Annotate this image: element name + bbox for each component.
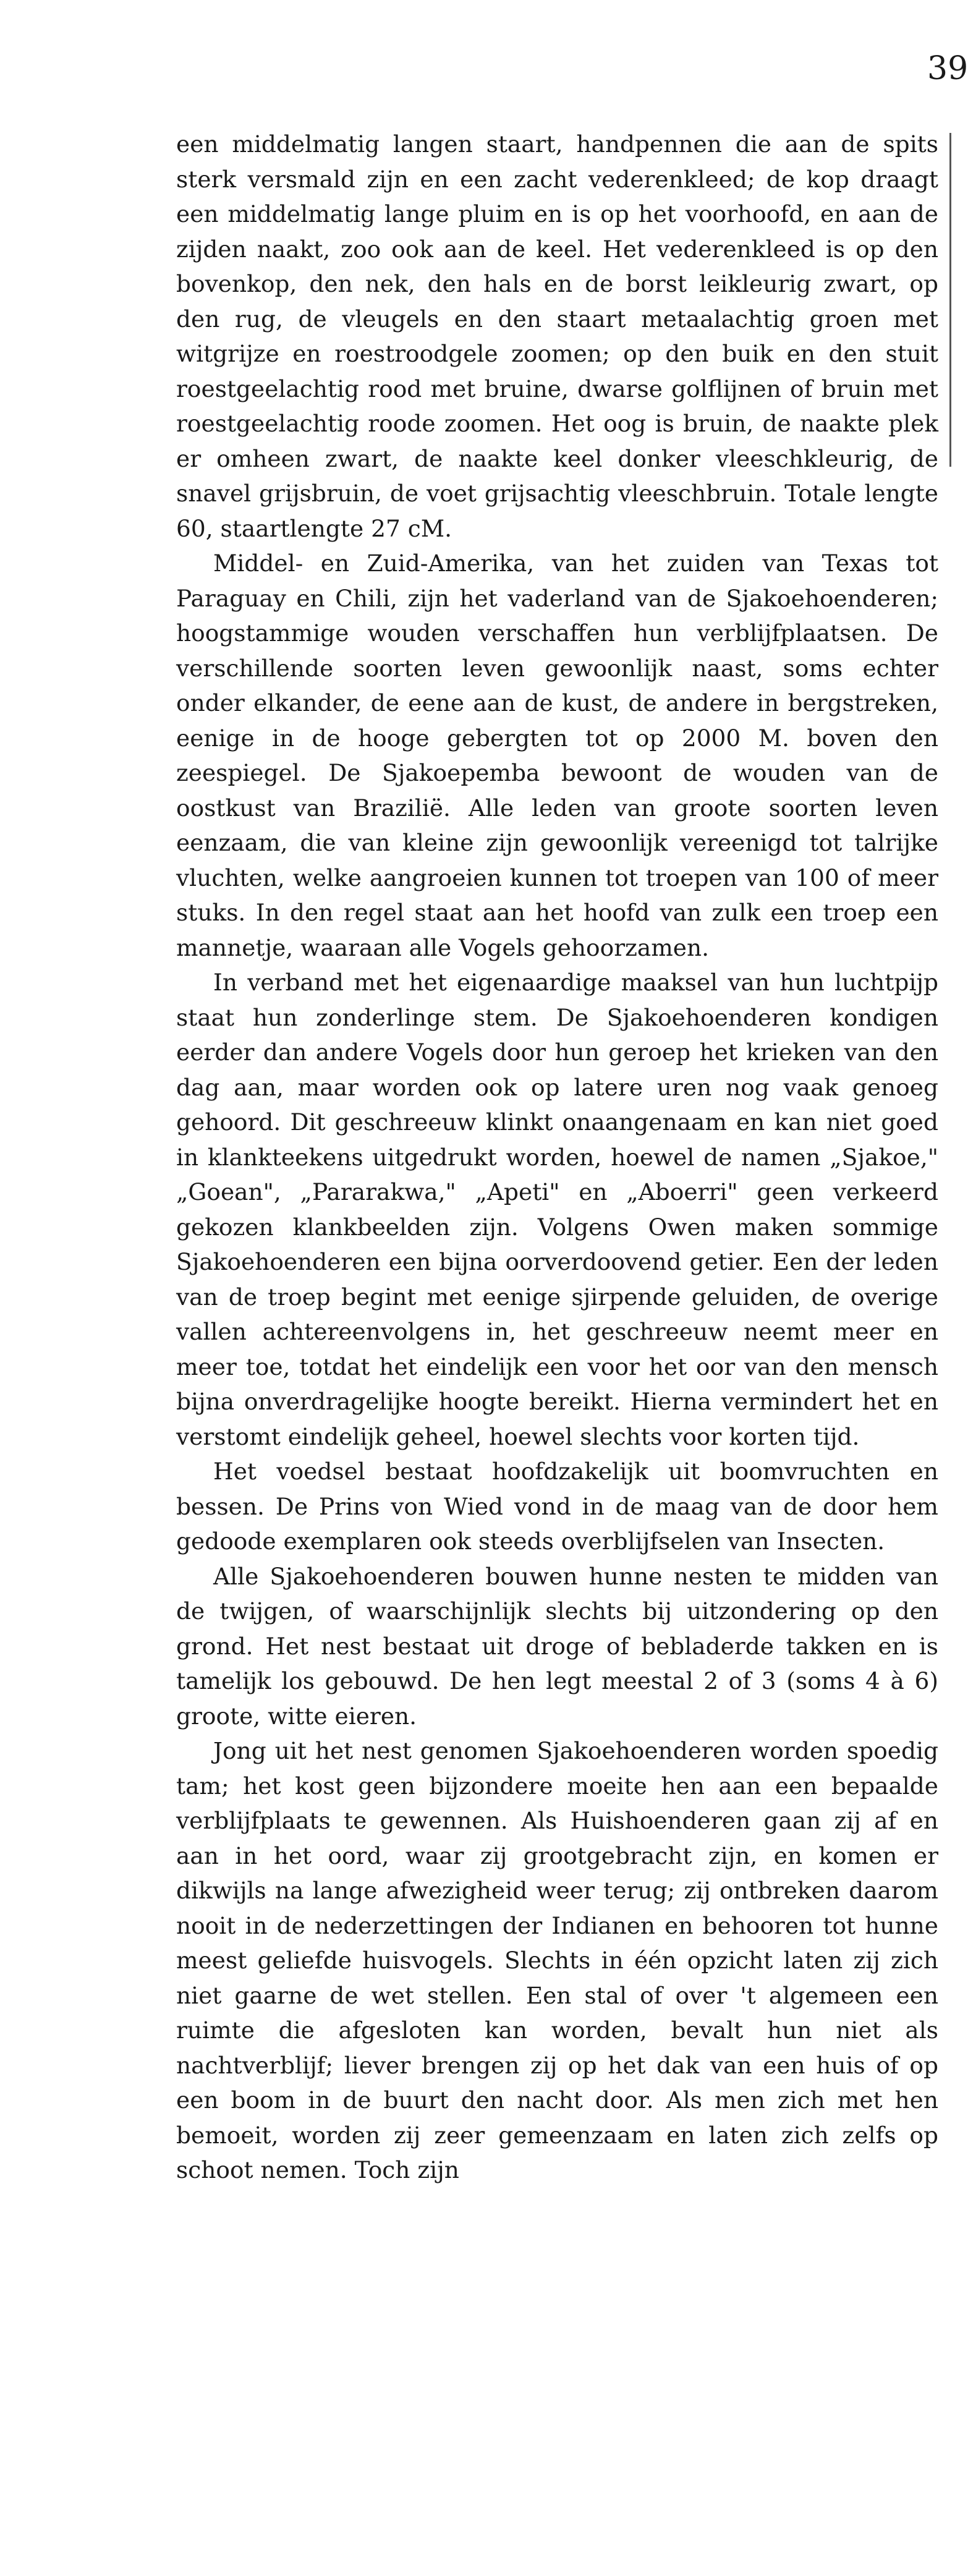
paragraph-plumage-description: een middelmatig langen staart, handpennen die aan de spits sterk versmald zijn en een zacht vederenkleed; de kop draagt een middelmatig lange pluim en is op het voorhoofd, en aan de zijden naakt, zoo ook aan de keel. Het vederenkleed is op den bovenkop, den nek, den hals en de borst leikleurig zwart, op den rug, de vleugels en den staart metaalachtig groen met witgrijze en roestroodgele zoomen; op den buik en den stuit roestgeelachtig rood met bruine, dwarse golflijnen of bruin met roestgeelachtig roode zoomen. Het oog is bruin, de naakte plek er omheen zwart, de naakte keel donker vleeschkleurig, de snavel grijsbruin, de voet grijsachtig vleeschbruin. Totale lengte 60, staartlengte 27 cM.: [176, 130, 938, 542]
text-column: [176, 127, 938, 2188]
paragraph-voice: In verband met het eigenaardige maaksel van hun luchtpijp staat hun zonderlinge stem. De Sjakoehoenderen kondigen eerder dan andere Vogels door hun geroep het krieken van den dag aan, maar worden ook op latere uren nog vaak genoeg gehoord. Dit geschreeuw klinkt onaangenaam en kan niet goed in klankteekens uitgedrukt worden, hoewel de namen „Sjakoe," „Goean", „Pararakwa," „Apeti" en „Aboerri" geen verkeerd gekozen klankbeelden zijn. Volgens Owen maken sommige Sjakoehoenderen een bijna oorverdoovend getier. Een der leden van de troep begint met eenige sjirpende geluiden, de overige vallen achtereenvolgens in, het geschreeuw neemt meer en meer toe, totdat het eindelijk een voor het oor van den mensch bijna onverdragelijke hoogte bereikt. Hierna vermindert het en verstomt eindelijk geheel, hoewel slechts voor korten tijd.: [176, 969, 938, 1450]
margin-rule: [949, 133, 951, 467]
paragraph-food: Het voedsel bestaat hoofdzakelijk uit boomvruchten en bessen. De Prins von Wied vond in de maag van de door hem gedoode exemplaren ook steeds overblijfselen van Insecten.: [176, 1458, 938, 1555]
paragraph-distribution: Middel- en Zuid-Amerika, van het zuiden van Texas tot Paraguay en Chili, zijn het vaderland van de Sjakoehoenderen; hoogstammige wouden verschaffen hun verblijfplaatsen. De verschillende soorten leven gewoonlijk naast, soms echter onder elkander, de eene aan de kust, de andere in bergstreken, eenige in de hooge gebergten tot op 2000 M. boven den zeespiegel. De Sjakoepemba bewoont de wouden van de oostkust van Brazilië. Alle leden van groote soorten leven eenzaam, die van kleine zijn gewoonlijk vereenigd tot talrijke vluchten, welke aangroeien kunnen tot troepen van 100 of meer stuks. In den regel staat aan het hoofd van zulk een troep een mannetje, waaraan alle Vogels gehoorzamen.: [176, 550, 938, 961]
paragraph-domestication: Jong uit het nest genomen Sjakoehoenderen worden spoedig tam; het kost geen bijzondere moeite hen aan een bepaalde verblijfplaats te gewennen. Als Huishoenderen gaan zij af en aan in het oord, waar zij grootgebracht zijn, en komen er dikwijls na lange afwezigheid weer terug; zij ontbreken daarom nooit in de nederzettingen der Indianen en behooren tot hunne meest geliefde huisvogels. Slechts in één opzicht laten zij zich niet gaarne de wet stellen. Een stal of over 't algemeen een ruimte die afgesloten kan worden, bevalt hun niet als nachtverblijf; liever brengen zij op het dak van een huis of op een boom in de buurt den nacht door. Als men zich met hen bemoeit, worden zij zeer gemeenzaam en laten zich zelfs op schoot nemen. Toch zijn: [176, 1737, 938, 2183]
page-number: 39: [927, 50, 968, 87]
paragraph-nesting: Alle Sjakoehoenderen bouwen hunne nesten te midden van de twijgen, of waarschijnlijk slechts bij uitzondering op den grond. Het nest bestaat uit droge of bebladerde takken en is tamelijk los gebouwd. De hen legt meestal 2 of 3 (soms 4 à 6) groote, witte eieren.: [176, 1562, 938, 1730]
